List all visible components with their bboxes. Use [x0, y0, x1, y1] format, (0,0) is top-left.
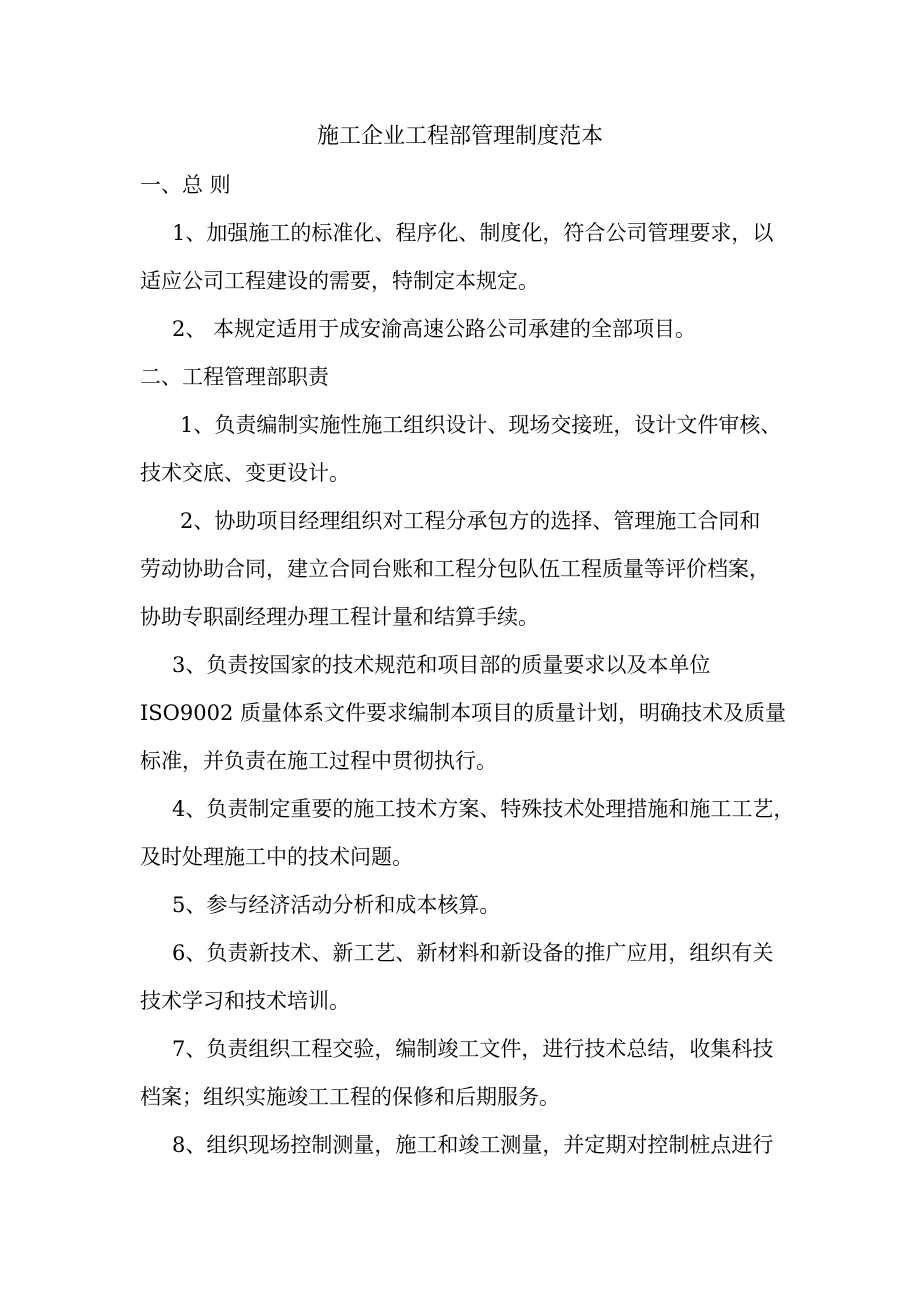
paragraph-line: 6、负责新技术、新工艺、新材料和新设备的推广应用，组织有关 [172, 941, 774, 965]
paragraph-line: ISO9002 质量体系文件要求编制本项目的质量计划，明确技术及质量 [140, 701, 787, 725]
paragraph-line: 7、负责组织工程交验，编制竣工文件，进行技术总结，收集科技 [172, 1037, 774, 1061]
paragraph-line: 2、 本规定适用于成安渝高速公路公司承建的全部项目。 [172, 317, 697, 341]
paragraph-line: 及时处理施工中的技术问题。 [140, 845, 413, 869]
paragraph-line: 4、负责制定重要的施工技术方案、特殊技术处理措施和施工工艺， [172, 797, 795, 821]
paragraph-line: 3、负责按国家的技术规范和项目部的质量要求以及本单位 [172, 653, 711, 677]
paragraph-line: 1、加强施工的标准化、程序化、制度化，符合公司管理要求，以 [172, 221, 774, 245]
paragraph-line: 劳动协助合同，建立合同台账和工程分包队伍工程质量等评价档案， [140, 557, 770, 581]
paragraph-line: 1、负责编制实施性施工组织设计、现场交接班，设计文件审核、 [180, 413, 782, 437]
paragraph-line: 2、协助项目经理组织对工程分承包方的选择、管理施工合同和 [180, 509, 761, 533]
paragraph-line: 协助专职副经理办理工程计量和结算手续。 [140, 605, 539, 629]
section-heading-general: 一、总 则 [140, 173, 231, 197]
paragraph-line: 技术学习和技术培训。 [140, 989, 350, 1013]
section-heading-duties: 二、工程管理部职责 [140, 365, 329, 389]
paragraph-line: 8、组织现场控制测量，施工和竣工测量，并定期对控制桩点进行 [172, 1133, 774, 1157]
paragraph-line: 技术交底、变更设计。 [140, 461, 350, 485]
document-title: 施工企业工程部管理制度范本 [316, 124, 603, 149]
paragraph-line: 档案；组织实施竣工工程的保修和后期服务。 [140, 1085, 560, 1109]
paragraph-line: 适应公司工程建设的需要，特制定本规定。 [140, 269, 539, 293]
paragraph-line: 5、参与经济活动分析和成本核算。 [172, 893, 501, 917]
paragraph-line: 标准，并负责在施工过程中贯彻执行。 [140, 749, 497, 773]
